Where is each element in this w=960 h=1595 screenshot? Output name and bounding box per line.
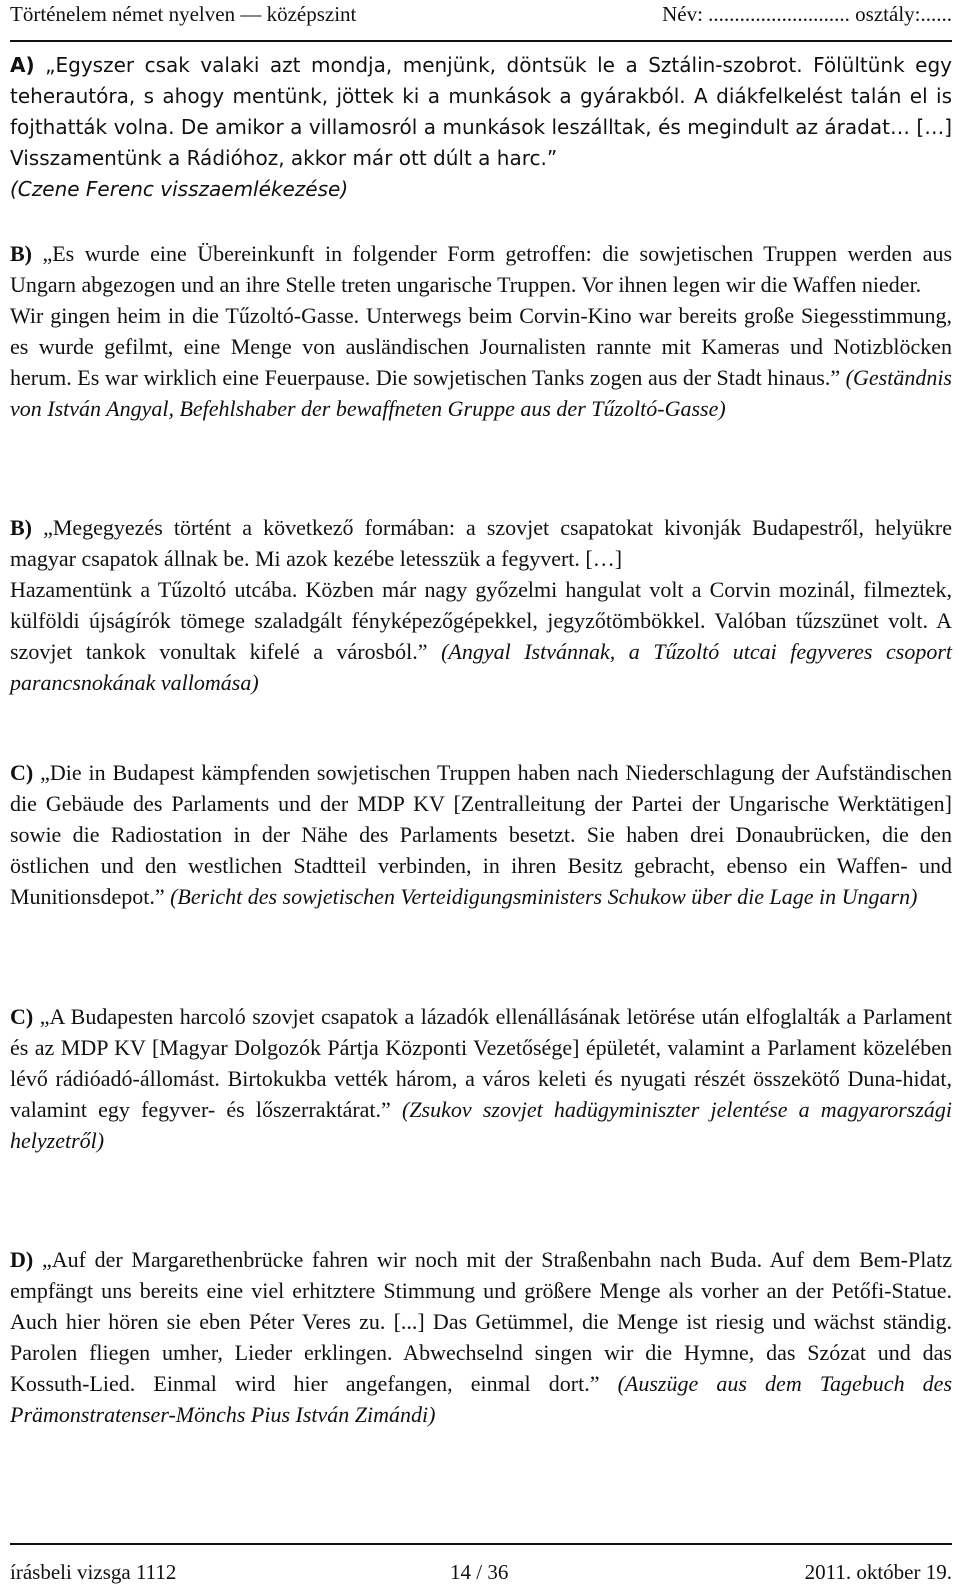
source-label: B) xyxy=(10,241,32,266)
source-text xyxy=(10,1001,952,1156)
source-c-hungarian xyxy=(10,1001,952,1156)
source-paragraph: Wir gingen heim in die Tűzoltó-Gasse. Unterwegs beim Corvin-Kino war bereits große Siegesstimmung, es wurde gefilmt, eine Menge von ausländischen Journalisten rannte mit Kameras und Notizblöcken herum. Es war wirklich eine Feuerpause. Die sowjetischen Tanks zogen aus der Stadt hinaus.” xyxy=(10,303,952,390)
source-label: B) xyxy=(10,515,32,540)
source-citation: (Angyal Istvánnak, a Tűzoltó utcai fegyveres csoport parancsnokának vallomása) xyxy=(10,639,952,695)
exam-date: 2011. október 19. xyxy=(804,1560,952,1584)
source-text xyxy=(10,1244,952,1430)
exam-code: írásbeli vizsga 1112 xyxy=(10,1560,177,1584)
page-footer xyxy=(10,1560,952,1590)
source-paragraph: „Die in Budapest kämpfenden sowjetischen Truppen haben nach Niederschlagung der Aufständischen die Gebäude des Parlaments und der MDP KV [Zentralleitung der Partei der Ungarische Werktätigen] sowie die Radiostation in der Nähe des Parlaments besetzt. Sie haben drei Donaubrücken, die den östlichen und den westlichen Stadtteil verbinden, in ihren Besitz gebracht, ebenso ein Waffen- und Munitionsdepot.” xyxy=(10,760,953,909)
footer-rule xyxy=(10,1543,952,1545)
header-rule xyxy=(10,40,952,42)
source-label: C) xyxy=(10,1004,34,1029)
source-text xyxy=(10,757,952,912)
page-number: 14 / 36 xyxy=(450,1560,509,1584)
source-b-hungarian xyxy=(10,512,952,698)
source-a xyxy=(10,50,952,205)
source-text xyxy=(10,512,952,574)
source-d-german xyxy=(10,1244,952,1430)
source-paragraph: „Egyszer csak valaki azt mondja, menjünk, döntsük le a Sztálin-szobrot. Fölültünk egy teherautóra, s ahogy mentünk, jöttek ki a munkások a gyárakból. A diákfelkelést talán el is fojthatták volna. De amikor a villamosról a munkások leszálltak, és megindult az áradat… […] Visszamentünk a Rádióhoz, akkor már ott dúlt a harc.” xyxy=(10,53,953,170)
source-paragraph: Hazamentünk a Tűzoltó utcába. Közben már nagy győzelmi hangulat volt a Corvin mozinál, filmeztek, külföldi újságírók tömege szaladgált fényképezőgépekkel, jegyzőtömbökkel. Valóban tűzszünet volt. A szovjet tankok vonultak kifelé a városból.” xyxy=(10,577,952,664)
source-paragraph: „Es wurde eine Übereinkunft in folgender Form getroffen: die sowjetischen Truppen werden aus Ungarn abgezogen und an ihre Stelle treten ungarische Truppen. Vor ihnen legen wir die Waffen nieder. xyxy=(10,241,953,297)
source-paragraph: „Megegyezés történt a következő formában: a szovjet csapatokat kivonják Budapestről, helyükre magyar csapatok állnak be. Mi azok kezébe letesszük a fegyvert. […] xyxy=(10,515,953,571)
source-text xyxy=(10,50,952,174)
source-label: A) xyxy=(10,53,35,77)
source-citation: (Zsukov szovjet hadügyminiszter jelentése a magyarországi helyzetről) xyxy=(10,1097,953,1153)
source-text xyxy=(10,238,952,300)
source-citation: (Bericht des sowjetischen Verteidigungsministers Schukow über die Lage in Ungarn) xyxy=(170,884,918,909)
source-c-german xyxy=(10,757,952,912)
source-citation: (Auszüge aus dem Tagebuch des Prämonstratenser-Mönchs Pius István Zimándi) xyxy=(10,1371,953,1427)
source-label: D) xyxy=(10,1247,34,1272)
source-citation: (Czene Ferenc visszaemlékezése) xyxy=(10,177,349,201)
source-text xyxy=(10,574,952,698)
source-citation: (Geständnis von István Angyal, Befehlshaber der bewaffneten Gruppe aus der Tűzoltó-Gasse) xyxy=(10,365,952,421)
page-header xyxy=(10,2,952,38)
header-title: Történelem német nyelven — középszint xyxy=(10,2,357,26)
source-b-german xyxy=(10,238,952,424)
name-class-field: Név: ........................... osztály:...... xyxy=(662,2,952,26)
source-label: C) xyxy=(10,760,34,785)
source-paragraph: „A Budapesten harcoló szovjet csapatok a lázadók ellenállásának letörése után elfoglalták a Parlament és az MDP KV [Magyar Dolgozók Pártja Központi Vezetősége] épületét, valamint a Parlament közelében lévő rádióadó-állomást. Birtokukba vették három, a város keleti és nyugati részét összekötő Duna-hidat, valamint egy fegyver- és lőszerraktárat.” xyxy=(10,1004,952,1122)
source-text xyxy=(10,300,952,424)
source-paragraph: „Auf der Margarethenbrücke fahren wir noch mit der Straßenbahn nach Buda. Auf dem Bem-Platz empfängt uns bereits eine viel erhitztere Stimmung und größere Menge als vorher an der Petőfi-Statue. Auch hier hören sie eben Péter Veres zu. [...] Das Getümmel, die Menge ist riesig und wächst ständig. Parolen fliegen umher, Lieder erklingen. Abwechselnd singen wir die Hymne, das Szózat und das Kossuth-Lied. Einmal wird hier angefangen, einmal dort.” xyxy=(10,1247,952,1396)
